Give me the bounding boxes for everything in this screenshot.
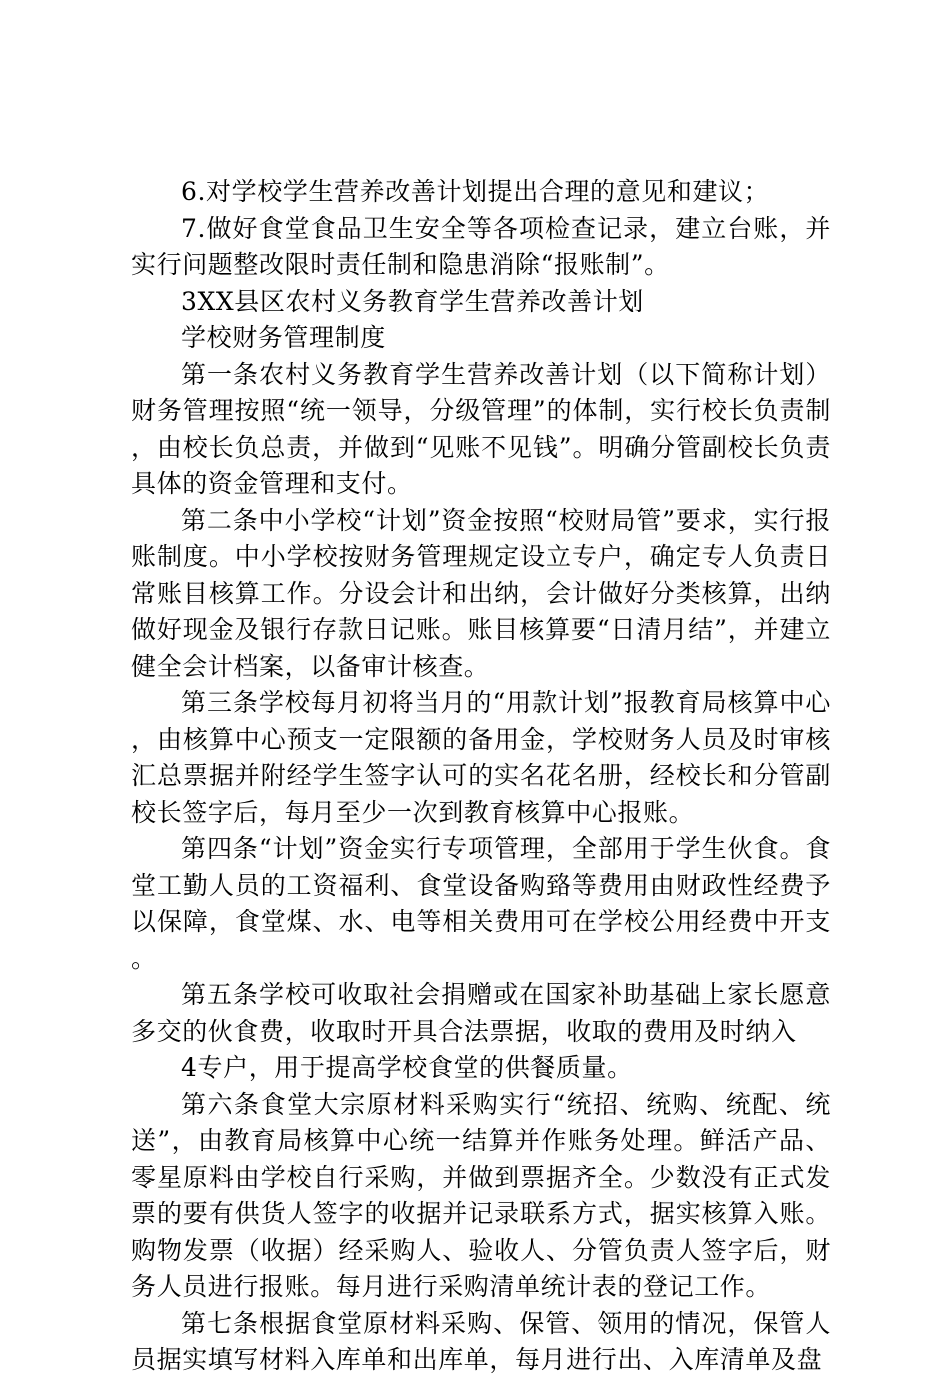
list-item-6: 6.对学校学生营养改善计划提出合理的意见和建议； <box>181 177 770 206</box>
document-body <box>131 174 831 1379</box>
article-2: 第二条中小学校“计划”资金按照“校财局管”要求，实行报账制度。中小学校按财务管理规定设立专户，确定专人负责日常账目核算工作。分设会计和出纳，会计做好分类核算，出纳做好现金及银行存款日记账。账目核算要“日清月结”，并建立健全会计档案，以备审计核查。 <box>131 505 831 681</box>
article-7: 第七条根据食堂原材料采购、保管、领用的情况，保管人员据实填写材料入库单和出库单，每月进行出、入库清单及盘 <box>131 1308 831 1374</box>
article-1: 第一条农村义务教育学生营养改善计划（以下简称计划）财务管理按照“统一领导，分级管理”的体制，实行校长负责制，由校长负总责，并做到“见账不见钱”。明确分管副校长负责具体的资金管理和支付。 <box>131 359 831 498</box>
article-6: 第六条食堂大宗原材料采购实行“统招、统购、统配、统送”，由教育局核算中心统一结算并作账务处理。鲜活产品、零星原料由学校自行采购，并做到票据齐全。少数没有正式发票的要有供货人签字的收据并记录联系方式，据实核算入账。购物发票（收据）经采购人、验收人、分管负责人签字后，财务人员进行报账。每月进行采购清单统计表的登记工作。 <box>131 1089 831 1301</box>
section-title: 3XX县区农村义务教育学生营养改善计划 <box>181 286 644 316</box>
article-5: 第五条学校可收取社会捐赠或在国家补助基础上家长愿意多交的伙食费，收取时开具合法票据，收取的费用及时纳入 <box>131 980 831 1046</box>
article-4: 第四条“计划”资金实行专项管理，全部用于学生伙食。食堂工勤人员的工资福利、食堂设备购臵等费用由财政性经费予以保障，食堂煤、水、电等相关费用可在学校公用经费中开支。 <box>131 834 831 973</box>
article-5-continued: 4专户，用于提高学校食堂的供餐质量。 <box>181 1053 633 1082</box>
article-3: 第三条学校每月初将当月的“用款计划”报教育局核算中心，由核算中心预支一定限额的备用金，学校财务人员及时审核汇总票据并附经学生签字认可的实名花名册，经校长和分管副校长签字后，每月至少一次到教育核算中心报账。 <box>131 688 831 827</box>
list-item-7: 7.做好食堂食品卫生安全等各项检查记录，建立台账，并实行问题整改限时责任制和隐患消除“报账制”。 <box>131 213 831 279</box>
section-subtitle: 学校财务管理制度 <box>181 323 386 352</box>
